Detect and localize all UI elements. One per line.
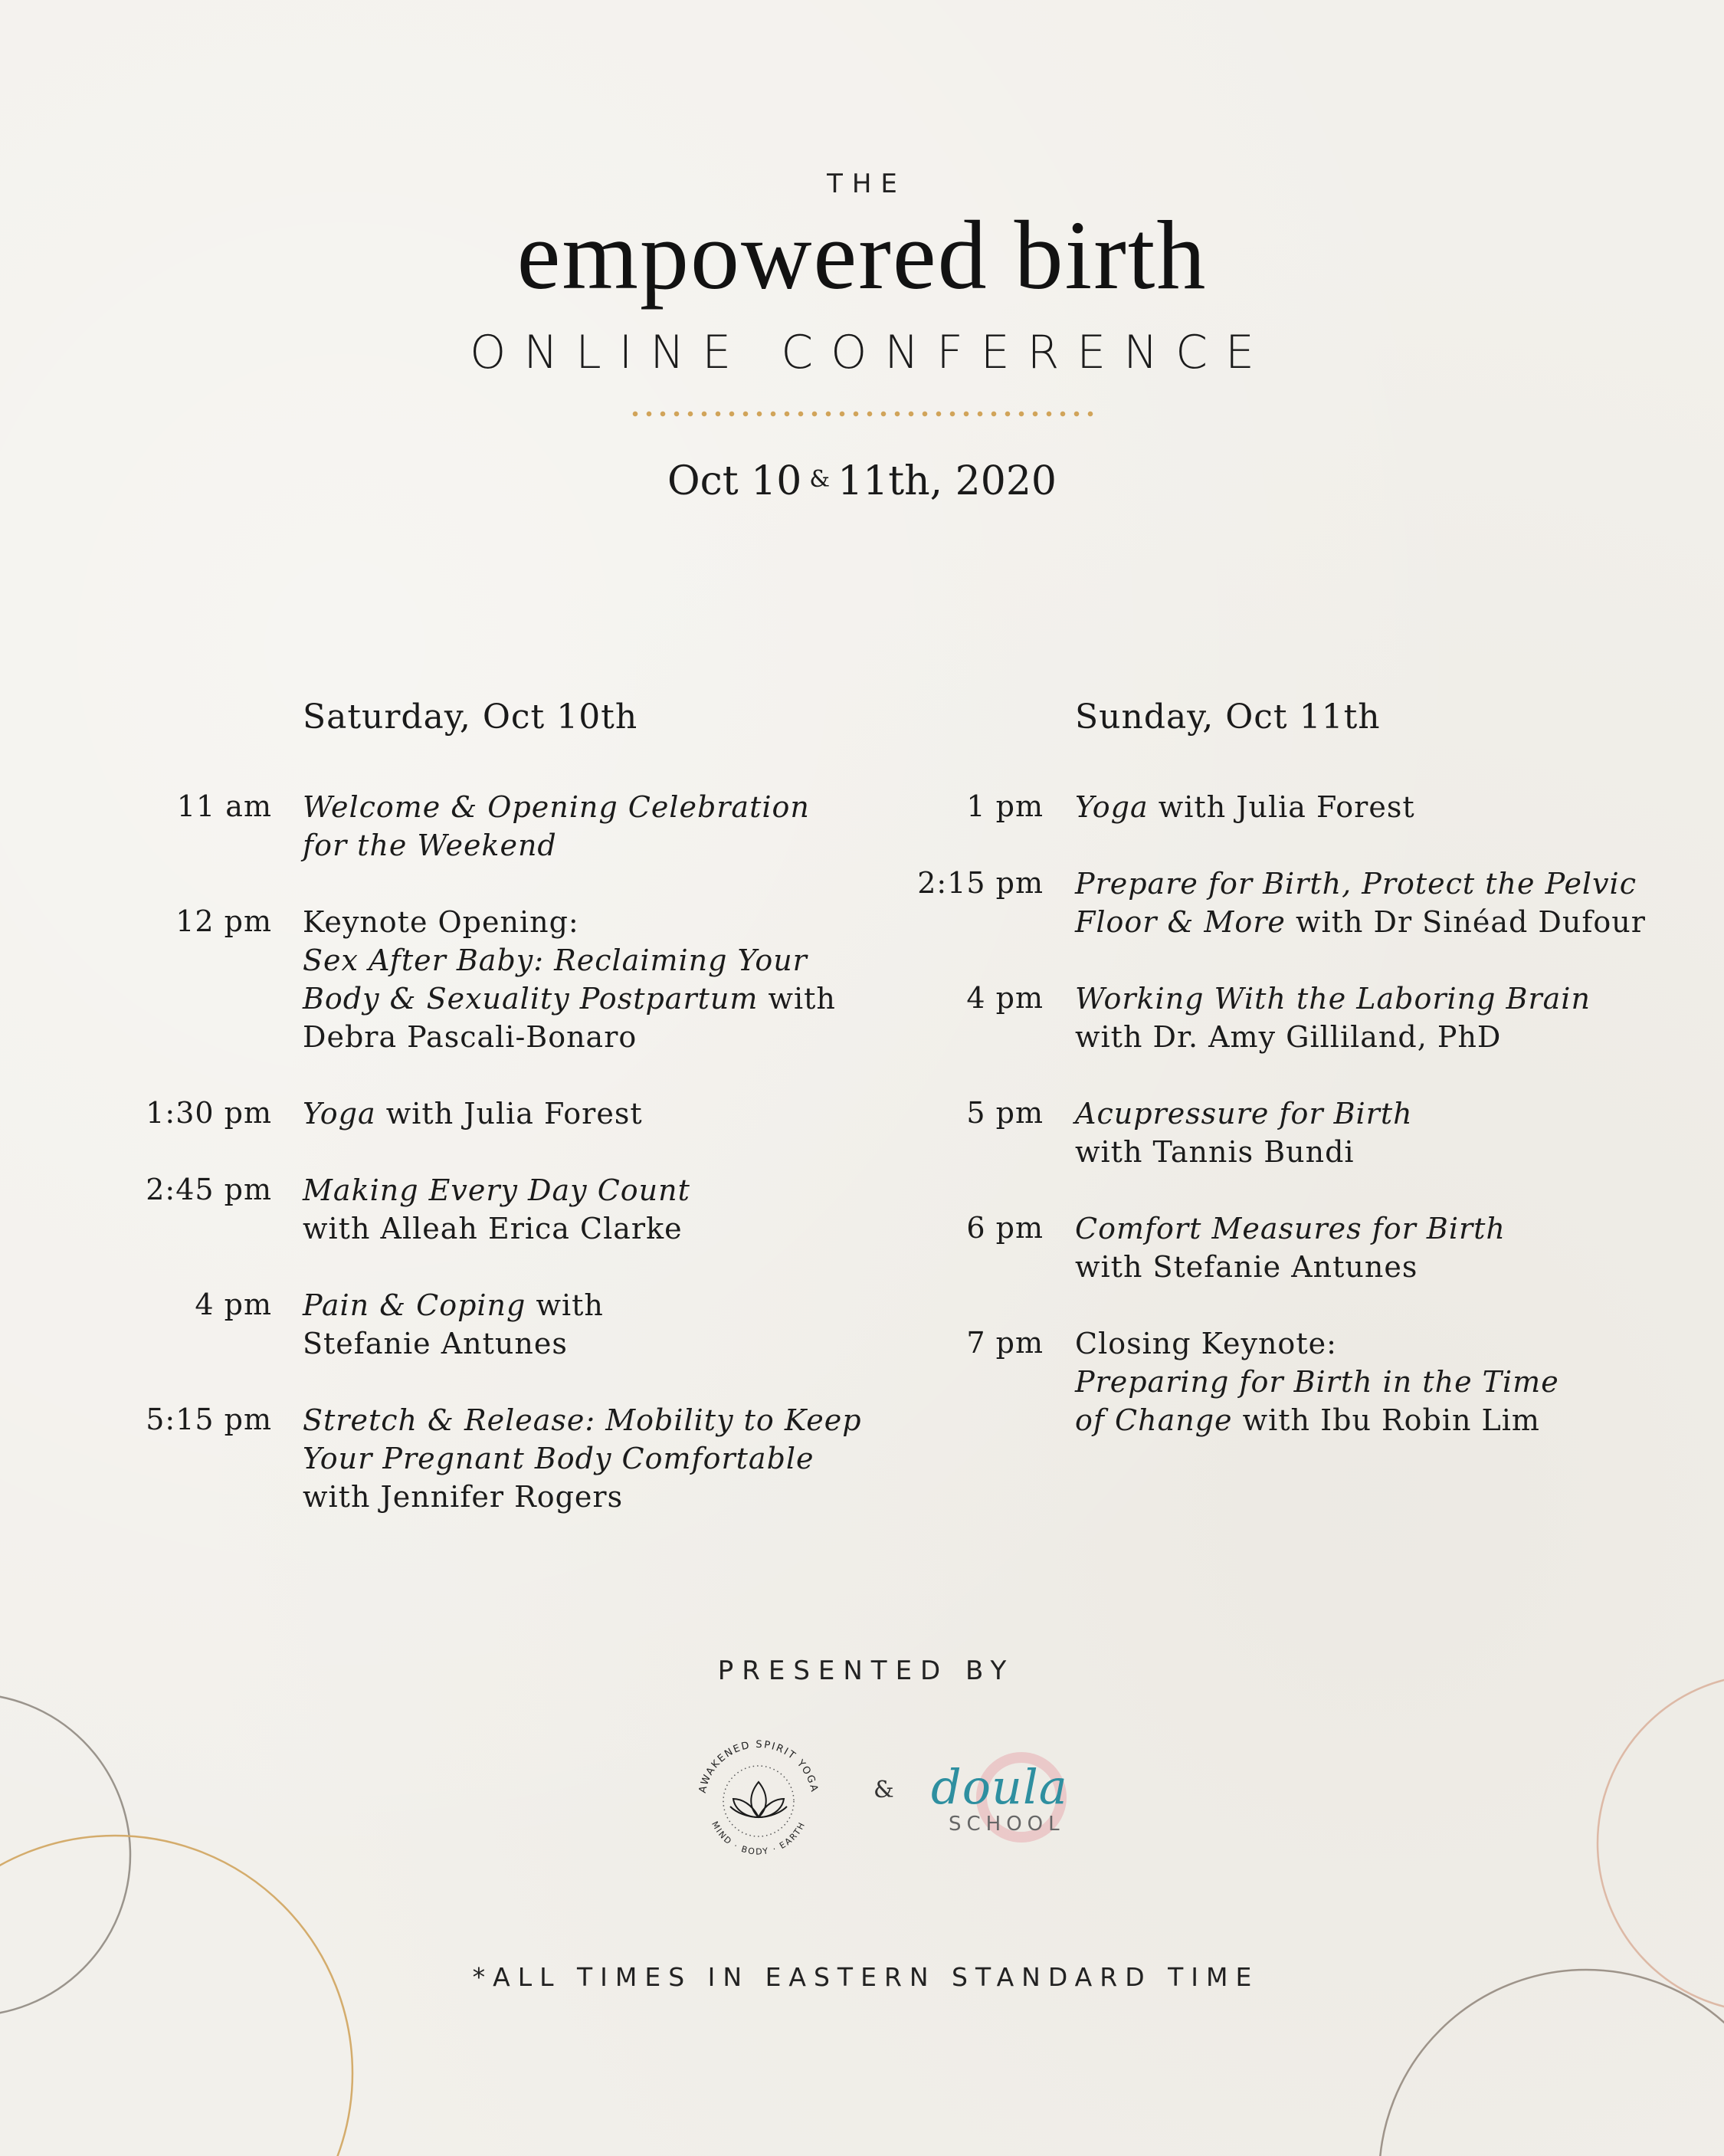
- session-title: of Change: [1075, 1403, 1233, 1437]
- session-speaker: Debra Pascali-Bonaro: [303, 1020, 637, 1054]
- deco-circle-right-peach: [1598, 1675, 1724, 2012]
- dotted-divider: [628, 411, 1097, 417]
- lotus-icon: [730, 1782, 787, 1817]
- event-dates: [0, 458, 1724, 504]
- session-title: Acupressure for Birth: [1075, 1097, 1413, 1131]
- session-time: 5:15 pm: [146, 1403, 272, 1436]
- session-description: [1075, 865, 1646, 941]
- session-title: Stretch & Release: Mobility to Keep: [303, 1403, 862, 1437]
- page-subtitle: ONLINE CONFERENCE: [470, 326, 1272, 379]
- session-title: Sex After Baby: Reclaiming Your: [303, 943, 808, 977]
- session-with: with: [536, 1288, 604, 1322]
- session-speaker: with Alleah Erica Clarke: [303, 1212, 683, 1245]
- timezone-note: *ALL TIMES IN EASTERN STANDARD TIME: [472, 1962, 1260, 1992]
- session-speaker: with Stefanie Antunes: [1075, 1250, 1418, 1284]
- session-title: Comfort Measures for Birth: [1075, 1212, 1506, 1245]
- session-time: 12 pm: [175, 904, 272, 938]
- session-title: Working With the Laboring Brain: [1075, 982, 1591, 1016]
- yoga-ring-bottom-text: MIND · BODY · EARTH: [710, 1820, 808, 1857]
- deco-circle-left-gold: [0, 1836, 352, 2156]
- awakened-spirit-yoga-logo: [686, 1728, 831, 1874]
- session-description: [1075, 788, 1415, 826]
- date-start: Oct 10: [667, 458, 802, 504]
- session-title: Body & Sexuality Postpartum: [303, 982, 759, 1016]
- session-with: with: [768, 982, 836, 1016]
- session-description: [303, 903, 836, 1056]
- sunday-heading: Sunday, Oct 11th: [1075, 697, 1381, 737]
- doula-script-text: doula: [931, 1759, 1068, 1815]
- session-title: for the Weekend: [303, 829, 557, 862]
- session-time: 5 pm: [966, 1096, 1044, 1130]
- page-title: empowered birth: [516, 201, 1208, 310]
- deco-circle-right-gray: [1379, 1970, 1724, 2156]
- session-title: Making Every Day Count: [303, 1173, 690, 1207]
- session-title: Pain & Coping: [303, 1288, 526, 1322]
- session-time: 1:30 pm: [146, 1096, 272, 1130]
- session-time: 2:15 pm: [917, 866, 1044, 900]
- session-speaker: with Ibu Robin Lim: [1242, 1403, 1540, 1437]
- session-description: [303, 1401, 862, 1516]
- session-speaker: with Jennifer Rogers: [303, 1480, 624, 1514]
- session-description: [1075, 1324, 1559, 1439]
- doula-school-logo: [927, 1744, 1096, 1866]
- session-title: Yoga: [303, 1097, 376, 1131]
- session-time: 11 am: [176, 789, 272, 823]
- session-time: 4 pm: [195, 1288, 272, 1321]
- session-time: 4 pm: [966, 981, 1044, 1015]
- session-description: [303, 1094, 643, 1133]
- presented-by-label: PRESENTED BY: [717, 1656, 1015, 1686]
- session-speaker: with Dr Sinéad Dufour: [1295, 905, 1646, 939]
- session-label: Keynote Opening:: [303, 905, 579, 939]
- session-label: Closing Keynote:: [1075, 1327, 1337, 1360]
- session-title: Preparing for Birth in the Time: [1075, 1365, 1559, 1399]
- logos-ampersand: &: [873, 1777, 894, 1803]
- saturday-heading: Saturday, Oct 10th: [303, 697, 638, 737]
- session-description: [1075, 980, 1591, 1056]
- svg-text:MIND · BODY · EARTH: [710, 1820, 808, 1856]
- session-speaker: with Julia Forest: [385, 1097, 643, 1131]
- date-ampersand: &: [809, 466, 831, 493]
- session-title: Welcome & Opening Celebration: [303, 790, 810, 824]
- session-speaker: with Tannis Bundi: [1075, 1135, 1355, 1169]
- session-time: 7 pm: [966, 1326, 1044, 1360]
- session-time: 2:45 pm: [146, 1173, 272, 1206]
- session-description: [303, 1286, 604, 1363]
- session-speaker: with Dr. Amy Gilliland, PhD: [1075, 1020, 1502, 1054]
- session-title: Floor & More: [1075, 905, 1286, 939]
- session-description: [303, 788, 810, 865]
- session-speaker: with Julia Forest: [1158, 790, 1415, 824]
- session-description: [1075, 1209, 1506, 1286]
- session-time: 6 pm: [966, 1211, 1044, 1245]
- date-end: 11th, 2020: [837, 458, 1057, 504]
- title-prefix: THE: [827, 169, 906, 199]
- yoga-ring-top-text: AWAKENED SPIRIT YOGA: [696, 1738, 821, 1794]
- session-description: [303, 1171, 690, 1248]
- svg-text:AWAKENED SPIRIT YOGA: [697, 1739, 820, 1794]
- session-title: Prepare for Birth, Protect the Pelvic: [1075, 867, 1637, 901]
- doula-school-text: SCHOOL: [949, 1813, 1065, 1836]
- session-title: Yoga: [1075, 790, 1149, 824]
- session-speaker: Stefanie Antunes: [303, 1327, 568, 1360]
- session-time: 1 pm: [966, 789, 1044, 823]
- session-description: [1075, 1094, 1413, 1171]
- session-title: Your Pregnant Body Comfortable: [303, 1442, 814, 1475]
